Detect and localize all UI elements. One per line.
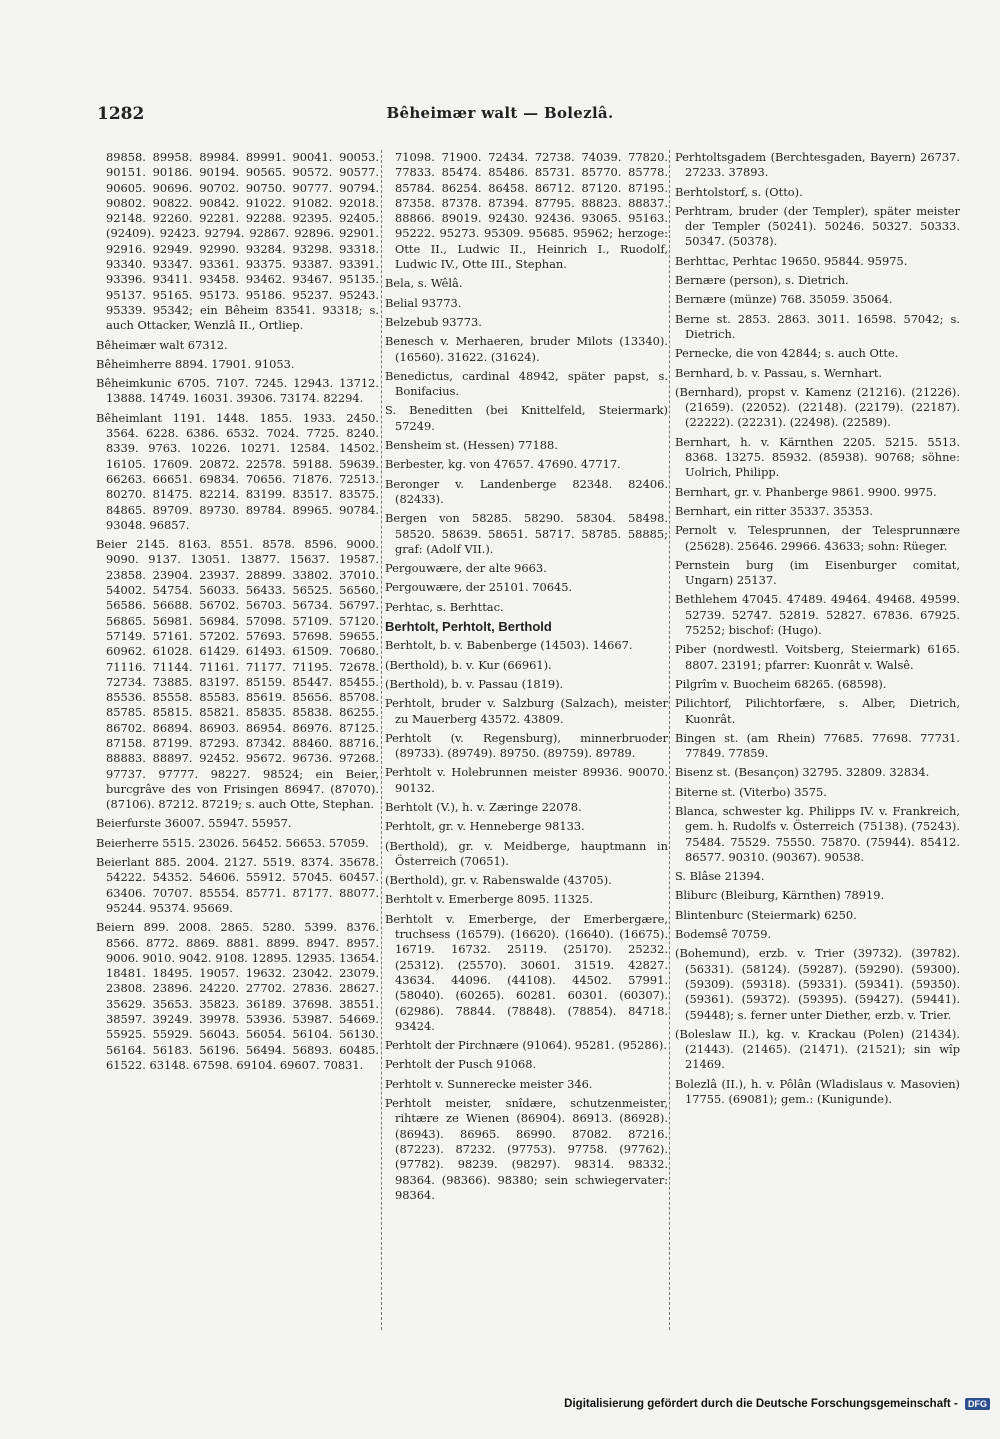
index-entry: Perhtolt meister, snîdære, schutzenmeister, rihtære ze Wienen (86904). 86913. (86928). (86943). 86965. 86990. 87082. 87216. (87223). 87232. (97753). 97758. (97762). (97782). 98239. (98297). 98314. 98332. 98364. (98366). 98380; sein schwiegervater: 98364.	[385, 1096, 668, 1202]
index-entry: Bernhart, gr. v. Phanberge 9861. 9900. 9975.	[675, 484, 937, 499]
index-entry: Blanca, schwester kg. Philipps IV. v. Frankreich, gem. h. Rudolfs v. Österreich (75138). (75243). 75484. 75529. 75550. 75870. (75944). 85412. 86577. 90310. (90367). 90538.	[675, 803, 960, 864]
index-entry: Bêheimær walt 67312.	[96, 337, 228, 352]
column-divider	[669, 150, 670, 1330]
page-number: 1282	[97, 104, 145, 124]
index-entry: (Berthold), b. v. Passau (1819).	[385, 676, 564, 691]
column-divider	[381, 150, 382, 1330]
index-entry: Perhtac, s. Berhttac.	[385, 599, 504, 614]
index-column-2	[385, 150, 668, 1207]
index-entry: Bêheimlant 1191. 1448. 1855. 1933. 2450. 3564. 6228. 6386. 6532. 7024. 7725. 8240. 8339. 9763. 10226. 10271. 12584. 14502. 16105. 17609. 20872. 22578. 59188. 59639. 66263. 66651. 69834. 70656. 71876. 72513. 80270. 81475. 82214. 83199. 83517. 83575. 84865. 89709. 89730. 89784. 89965. 90784. 93048. 96857.	[96, 410, 379, 532]
index-entry: Perhtram, bruder (der Templer), später meister der Templer (50241). 50246. 50327. 50333. 50347. (50378).	[675, 203, 960, 249]
index-entry: Piber (nordwestl. Voitsberg, Steiermark) 6165. 8807. 23191; pfarrer: Kuonrât v. Walsê.	[675, 642, 960, 672]
index-entry: Beiern 899. 2008. 2865. 5280. 5399. 8376. 8566. 8772. 8869. 8881. 8899. 8947. 8957. 9006. 9010. 9042. 9108. 12895. 12935. 13654. 18481. 18495. 19057. 19632. 23042. 23079. 23808. 23896. 24220. 27702. 27836. 28627. 35629. 35653. 35823. 36189. 37698. 38551. 38597. 39249. 39978. 53936. 53987. 54669. 55925. 55929. 56043. 56054. 56104. 56130. 56164. 56183. 56196. 56494. 56893. 60485. 61522. 63148. 67598. 69104. 69607. 70831.	[96, 920, 379, 1072]
index-entry: Belzebub 93773.	[385, 314, 482, 329]
index-entry: Pergouwære, der alte 9663.	[385, 561, 547, 576]
index-entry: Berhtolt v. Emerberge, der Emerbergære, truchsess (16579). (16620). (16640). (16675). 16719. 16732. 25119. (25170). 25232. (25312). (25570). 30601. 31519. 42827. 43634. 44096. (44108). 44502. 57991. (58040). (60265). 60281. 60301. (60307). (62986). 78844. (78848). (78854). 84718. 93424.	[385, 911, 668, 1033]
index-entry: Biterne st. (Viterbo) 3575.	[675, 784, 827, 799]
index-entry: Pilichtorf, Pilichtorfære, s. Alber, Dietrich, Kuonrât.	[675, 696, 960, 726]
index-entry: (Bohemund), erzb. v. Trier (39732). (39782). (56331). (58124). (59287). (59290). (59300). (59309). (59318). (59331). (59341). (59350). (59361). (59372). (59395). (59427). (59441). (59448); s. ferner unter Diether, erzb. v. Trier.	[675, 946, 960, 1022]
index-entry: Benesch v. Merhaeren, bruder Milots (13340). (16560). 31622. (31624).	[385, 334, 668, 364]
index-entry: Benedictus, cardinal 48942, später papst, s. Bonifacius.	[385, 368, 668, 399]
index-entry: (Boleslaw II.), kg. v. Krackau (Polen) (21434). (21443). (21465). (21471). (21521); sin wîp 21469.	[675, 1026, 960, 1072]
index-entry: (Berthold), gr. v. Meidberge, hauptmann in Österreich (70651).	[385, 838, 668, 868]
index-entry: Beronger v. Landenberge 82348. 82406. (82433).	[385, 476, 668, 506]
index-entry: Bêheimherre 8894. 17901. 91053.	[96, 356, 295, 371]
index-entry: S. Blâse 21394.	[675, 869, 765, 884]
index-entry: Perhtolt v. Sunnerecke meister 346.	[385, 1076, 593, 1091]
index-entry: (Bernhard), propst v. Kamenz (21216). (21226). (21659). (22052). (22148). (22179). (22187). (22222). (22231). (22498). (22589).	[675, 384, 960, 430]
index-entry: Beierherre 5515. 23026. 56452. 56653. 57059.	[96, 835, 369, 850]
index-column-3	[675, 150, 960, 1111]
index-entry: Bernære (münze) 768. 35059. 35064.	[675, 292, 893, 307]
index-entry: Berhttac, Perhtac 19650. 95844. 95975.	[675, 253, 908, 268]
index-entry: Berne st. 2853. 2863. 3011. 16598. 57042; s. Dietrich.	[675, 311, 960, 341]
index-entry: Beierfurste 36007. 55947. 55957.	[96, 816, 292, 831]
index-entry: Bernhart, ein ritter 35337. 35353.	[675, 503, 874, 518]
running-head: Bêheimær walt — Bolezlâ.	[386, 104, 614, 122]
index-entry: 71098. 71900. 72434. 72738. 74039. 77820. 77833. 85474. 85486. 85731. 85770. 85778. 85784. 86254. 86458. 86712. 87120. 87195. 87358. 87378. 87394. 87795. 88823. 88837. 88866. 89019. 92430. 92436. 93065. 95163. 95222. 95273. 95309. 95685. 95962; herzoge: Otte II., Ludwic II., Heinrich I., Ruodolf, Ludwic IV., Otte III., Stephan.	[395, 150, 668, 272]
index-entry: Pernstein burg (im Eisenburger comitat, Ungarn) 25137.	[675, 557, 960, 588]
index-entry: Pernecke, die von 42844; s. auch Otte.	[675, 346, 899, 361]
index-entry: Bela, s. Wêlâ.	[385, 276, 463, 291]
index-column-1	[96, 150, 379, 1077]
index-entry: Perhtolt (v. Regensburg), minnerbruoder (89733). (89749). 89750. (89759). 89789.	[385, 730, 668, 761]
dfg-logo: DFG	[965, 1398, 990, 1410]
index-entry: Bensheim st. (Hessen) 77188.	[385, 438, 558, 453]
index-entry: Berhtolt v. Emerberge 8095. 11325.	[385, 892, 594, 907]
index-entry: Berhtolt (V.), h. v. Zæringe 22078.	[385, 799, 582, 814]
index-entry: Perhtolt der Pirchnære (91064). 95281. (95286).	[385, 1038, 667, 1053]
index-entry: (Berthold), gr. v. Rabenswalde (43705).	[385, 873, 612, 888]
index-entry: Perhtolt v. Holebrunnen meister 89936. 90070. 90132.	[385, 765, 668, 795]
index-entry: Bernhart, h. v. Kärnthen 2205. 5215. 5513. 8368. 13275. 85932. (85938). 90768; söhne: Uolrich, Philipp.	[675, 434, 960, 480]
index-entry: Berhtolstorf, s. (Otto).	[675, 184, 803, 199]
index-entry: Belial 93773.	[385, 295, 462, 310]
index-entry: Pilgrîm v. Buocheim 68265. (68598).	[675, 676, 887, 691]
index-entry: Bliburc (Bleiburg, Kärnthen) 78919.	[675, 888, 885, 903]
index-entry: Perhtoltsgadem (Berchtesgaden, Bayern) 26737. 27233. 37893.	[675, 150, 960, 180]
index-entry: 89858. 89958. 89984. 89991. 90041. 90053. 90151. 90186. 90194. 90565. 90572. 90577. 90605. 90696. 90702. 90750. 90777. 90794. 90802. 90822. 90842. 91022. 91082. 92018. 92148. 92260. 92281. 92288. 92395. 92405. (92409). 92423. 92794. 92867. 92896. 92901. 92916. 92949. 92990. 93284. 93298. 93318. 93340. 93347. 93361. 93375. 93387. 93391. 93396. 93411. 93458. 93462. 93467. 95135. 95137. 95165. 95173. 95186. 95237. 95243. 95339. 95342; ein Bêheim 83541. 93318; s. auch Ottacker, Wenzlâ II., Ortliep.	[106, 150, 379, 333]
index-entry: Bergen von 58285. 58290. 58304. 58498. 58520. 58639. 58651. 58717. 58785. 58885; graf: (Adolf VII.).	[385, 511, 668, 556]
index-entry: S. Beneditten (bei Knittelfeld, Steiermark) 57249.	[385, 403, 668, 433]
index-entry: Bingen st. (am Rhein) 77685. 77698. 77731. 77849. 77859.	[675, 730, 960, 761]
index-entry: Bodemsê 70759.	[675, 927, 772, 942]
index-entry: Perhtolt, bruder v. Salzburg (Salzach), meister zu Mauerberg 43572. 43809.	[385, 696, 668, 726]
index-entry: Berhtolt, Perhtolt, Berthold	[385, 619, 552, 635]
index-entry: Bisenz st. (Besançon) 32795. 32809. 32834.	[675, 765, 930, 780]
index-entry: Blintenburc (Steiermark) 6250.	[675, 907, 857, 922]
index-entry: (Berthold), b. v. Kur (66961).	[385, 657, 552, 672]
index-entry: Pergouwære, der 25101. 70645.	[385, 580, 573, 595]
index-entry: Pernolt v. Telesprunnen, der Telesprunnære (25628). 25646. 29966. 43633; sohn: Rüeger.	[675, 523, 960, 553]
index-entry: Beier 2145. 8163. 8551. 8578. 8596. 9000. 9090. 9137. 13051. 13877. 15637. 19587. 23858. 23904. 23937. 28899. 33802. 37010. 54002. 54754. 56033. 56433. 56525. 56560. 56586. 56688. 56702. 56703. 56734. 56797. 56865. 56981. 56984. 57098. 57109. 57120. 57149. 57161. 57202. 57693. 57698. 59655. 60962. 61028. 61429. 61493. 61509. 70680. 71116. 71144. 71161. 71177. 71195. 72678. 72734. 73885. 83197. 85159. 85447. 85455. 85536. 85558. 85583. 85619. 85656. 85708. 85785. 85815. 85821. 85835. 85838. 86255. 86702. 86894. 86903. 86954. 86976. 87125. 87158. 87199. 87293. 87342. 88460. 88716. 88883. 88897. 92452. 95672. 96736. 97268. 97737. 97777. 98227. 98524; ein Beier, burcgrâve des von Frisingen 86947. (87070). (87106). 87212. 87219; s. auch Otte, Stephan.	[96, 537, 379, 812]
index-entry: Perhtolt, gr. v. Henneberge 98133.	[385, 819, 585, 834]
index-entry: Bernhard, b. v. Passau, s. Wernhart.	[675, 365, 883, 380]
index-entry: Bêheimkunic 6705. 7107. 7245. 12943. 13712. 13888. 14749. 16031. 39306. 73174. 82294.	[96, 376, 379, 406]
index-entry: Berbester, kg. von 47657. 47690. 47717.	[385, 457, 621, 472]
funding-footer	[0, 1398, 990, 1410]
index-entry: Perhtolt der Pusch 91068.	[385, 1057, 537, 1072]
index-entry: Beierlant 885. 2004. 2127. 5519. 8374. 35678. 54222. 54352. 54606. 55912. 57045. 60457. 63406. 70707. 85554. 85771. 87177. 88077. 95244. 95374. 95669.	[96, 855, 379, 915]
index-entry: Bethlehem 47045. 47489. 49464. 49468. 49599. 52739. 52747. 52819. 52827. 67836. 67925. 75252; bischof: (Hugo).	[675, 592, 960, 638]
index-entry: Bernære (person), s. Dietrich.	[675, 273, 849, 288]
footer-text: Digitalisierung gefördert durch die Deutsche Forschungsgemeinschaft -	[564, 1398, 958, 1411]
index-entry: Bolezlâ (II.), h. v. Pôlân (Wladislaus v. Masovien) 17755. (69081); gem.: (Kunigunde).	[675, 1076, 960, 1107]
index-entry: Berhtolt, b. v. Babenberge (14503). 14667.	[385, 638, 633, 653]
